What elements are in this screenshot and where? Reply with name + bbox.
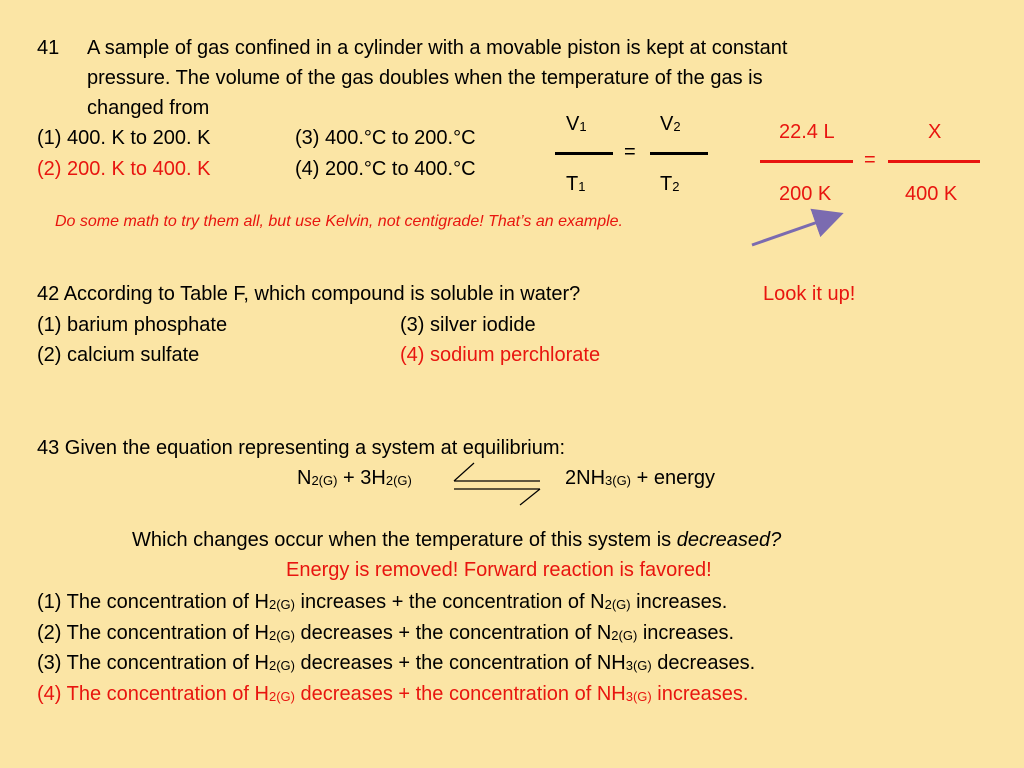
example-numerator-left: 22.4 L [779, 121, 835, 143]
q41-stem-line2: pressure. The volume of the gas doubles when the temperature of the gas is [87, 67, 763, 89]
q42-stem: 42 According to Table F, which compound is soluble in water? [37, 283, 581, 305]
q43-option-1: (1) The concentration of $H_{2(G)}$ increases + the concentration of $N_{2(G)}$ increases. [37, 591, 728, 613]
q43-option-2: (2) The concentration of $H_{2(G)}$ decreases + the concentration of $N_{2(G)}$ increases. [37, 622, 735, 644]
q41-stem-line3: changed from [87, 97, 210, 119]
example-numerator-right: X [928, 121, 942, 143]
example-equals: = [864, 149, 876, 171]
q42-option-2: (2) calcium sulfate [37, 344, 200, 366]
q42-option-1: (1) barium phosphate [37, 314, 228, 336]
formula-t1: $T_1$ [566, 173, 586, 195]
q41-stem-line1: A sample of gas confined in a cylinder with a movable piston is kept at constant [87, 37, 788, 59]
example-denominator-left: 200 K [779, 183, 832, 205]
q43-answer-hint: Energy is removed! Forward reaction is favored! [286, 559, 712, 581]
q43-option-3: (3) The concentration of $H_{2(G)}$ decreases + the concentration of $NH_{3(G)}$ decreases. [37, 652, 756, 674]
q42-option-3: (3) silver iodide [400, 314, 536, 336]
q41-option-2-answer: (2) 200. K to 400. K [37, 158, 211, 180]
q43-question: Which changes occur when the temperature of this system is decreased? [132, 529, 782, 551]
formula-equals: = [624, 141, 636, 163]
formula-v1: $V_1$ [566, 113, 587, 135]
q42-option-4-answer: (4) sodium perchlorate [400, 344, 601, 366]
q41-option-1: (1) 400. K to 200. K [37, 127, 211, 149]
q41-option-4: (4) 200.°C to 400.°C [295, 158, 476, 180]
equilibrium-reactants: $N_{2(G)} + 3H_{2(G)}$ [297, 467, 412, 489]
example-denominator-right: 400 K [905, 183, 958, 205]
q41-number: 41 [37, 37, 60, 59]
equilibrium-products: $2NH_{3(G)}$ + energy [565, 467, 715, 489]
q43-option-4-answer: (4) The concentration of $H_{2(G)}$ decreases + the concentration of $NH_{3(G)}$ increases. [37, 683, 749, 705]
q41-option-3: (3) 400.°C to 200.°C [295, 127, 476, 149]
q43-stem: 43 Given the equation representing a system at equilibrium: [37, 437, 566, 459]
formula-v2: $V_2$ [660, 113, 681, 135]
formula-t2: $T_2$ [660, 173, 680, 195]
q41-note: Do some math to try them all, but use Kelvin, not centigrade! That’s an example. [55, 213, 623, 230]
q42-hint: Look it up! [763, 283, 856, 305]
